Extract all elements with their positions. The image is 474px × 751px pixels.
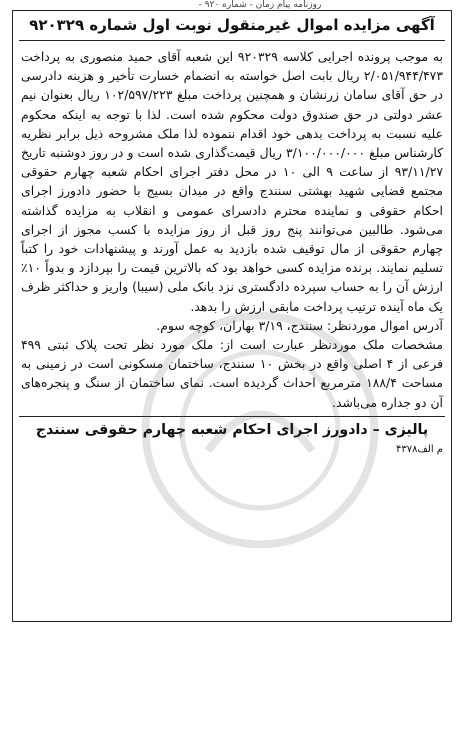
ad-code: م الف۴۳۷۸ xyxy=(395,443,443,455)
property-specs: مشخصات ملک موردنظر عبارت است از: ملک مورد نظر تحت پلاک ثبتی ۴۹۹ فرعی از ۴ اصلی واقع در بخش ۱۰ سنندج، ساختمان مسکونی است در زمینی به مساحت ۱۸۸/۴ مترمربع احداث گردیده است. نمای ساختمان از سنگ و پنجره‌های آن دو جداره می‌باشد. xyxy=(21,337,444,410)
main-paragraph: به موجب پرونده اجرایی کلاسه ۹۲۰۳۲۹ این شعبه آقای حمید منصوری به پرداخت ۲/۰۵۱/۹۴۴/۴۷۳ ریال بابت اصل خواسته به انضمام خسارت تأخیر و هزینه دادرسی در حق آقای سامان زرنشان و همچنین پرداخت مبلغ ۱۰۲/۵۹۷/۲۲۳ ریال بعنوان نیم عشر دولتی در حق صندوق دولت محکوم شده است. لذا با توجه به اینکه محکوم علیه نسبت به پرداخت بدهی خود اقدام ننموده لذا ملک مشروحه ذیل برابر نظریه کارشناس مبلغ ۳/۱۰۰/۰۰۰/۰۰۰ ریال قیمت‌گذاری شده است و در روز دوشنبه تاریخ ۹۳/۱۱/۲۷ از ساعت ۹ الی ۱۰ در محل دفتر اجرای احکام شعبه چهارم حقوقی مجتمع قضایی شهید بهشتی سنندج واقع در میدان بسیج با حضور دادورز اجرای احکام حقوقی و نماینده محترم دادسرای عمومی و انقلاب به مزایده گذاشته می‌شود. طالبین می‌توانند پنج روز قبل از روز مزایده با کسب مجوز از اجرای چهارم حقوقی از مال توقیف شده بازدید به عمل آورند و پیشنهادات خود را کتباً تسلیم نمایند. برنده مزایده کسی خواهد بود که بالاترین قیمت را بپردازد و بدواً ۱۰٪ ارزش آن را به حساب سپرده دادگستری نزد بانک ملی (سیبا) واریز و حداکثر ظرف یک ماه آینده ترتیب پرداخت مابقی ارزش را بدهد. xyxy=(21,49,443,314)
notice-body xyxy=(21,47,443,412)
signature-line: پالیزی – دادورز اجرای احکام شعبه چهارم حقوقی سنندج xyxy=(19,416,445,441)
property-address: آدرس اموال موردنظر: سنندج، ۳/۱۹ بهاران، کوچه سوم. xyxy=(156,317,443,333)
header-fragment: روزنامه پیام زمان - شماره ۹۲۰ - xyxy=(198,0,322,10)
auction-notice xyxy=(12,10,452,622)
notice-title: آگهی مزایده اموال غیرمنقول نوبت اول شماره ۹۲۰۳۲۹ xyxy=(19,14,445,41)
